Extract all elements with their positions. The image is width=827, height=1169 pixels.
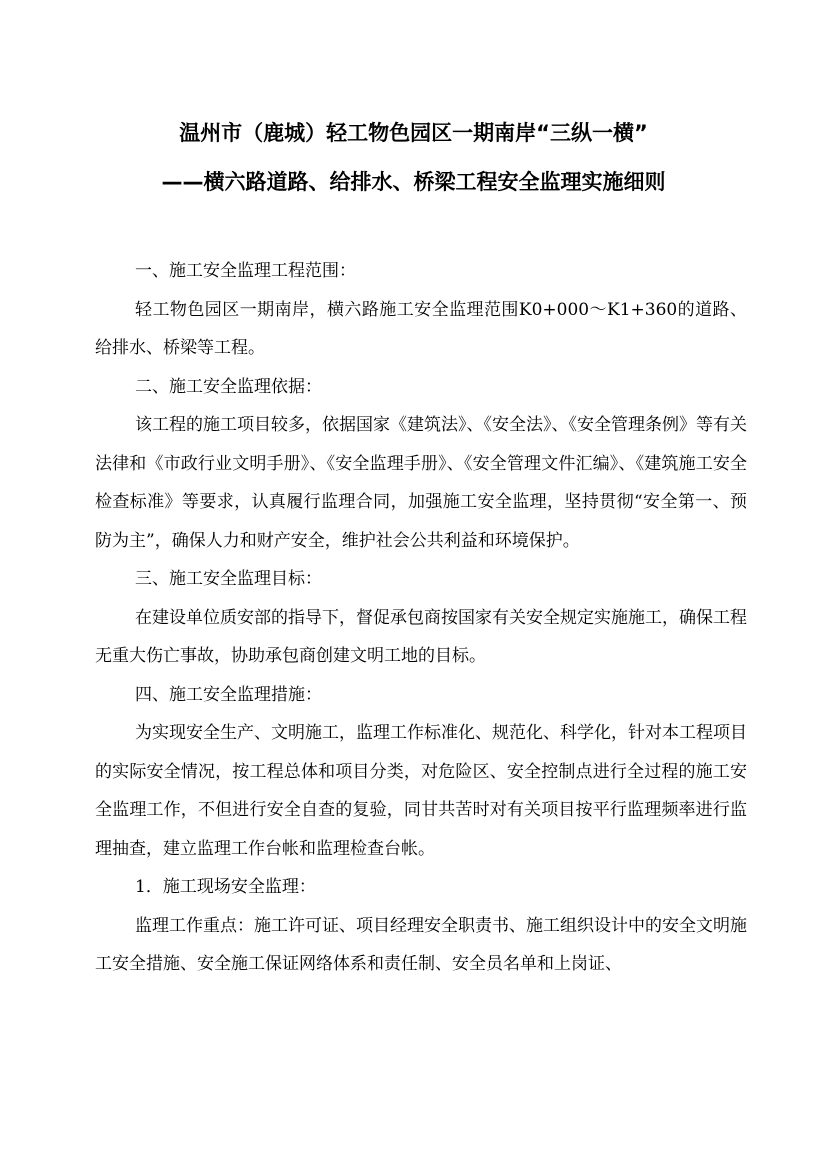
- document-body: [95, 252, 747, 984]
- paragraph-goal: 在建设单位质安部的指导下，督促承包商按国家有关安全规定实施施工，确保工程无重大伤亡事故，协助承包商创建文明工地的目标。: [95, 607, 747, 666]
- paragraph-basis: 该工程的施工项目较多，依据国家《建筑法》、《安全法》、《安全管理条例》等有关法律和《市政行业文明手册》、《安全监理手册》、《安全管理文件汇编》、《建筑施工安全检查标准》等要求，认真履行监理合同，加强施工安全监理，坚持贯彻“安全第一、预防为主”，确保人力和财产安全，维护社会公共利益和环境保护。: [95, 415, 747, 551]
- document-title-line1: 温州市（鹿城）轻工物色园区一期南岸“三纵一横”: [179, 121, 648, 145]
- paragraph-measures: 为实现安全生产、文明施工，监理工作标准化、规范化、科学化，针对本工程项目的实际安全情况，按工程总体和项目分类，对危险区、安全控制点进行全过程的施工安全监理工作，不但进行安全自查的复验，同甘共苦时对有关项目按平行监理频率进行监理抽查，建立监理工作台帐和监理检查台帐。: [95, 723, 747, 859]
- section-heading-goal: 三、施工安全监理目标：: [135, 569, 322, 589]
- paragraph-site: 监理工作重点：施工许可证、项目经理安全职责书、施工组织设计中的安全文明施工安全措施、安全施工保证网络体系和责任制、安全员名单和上岗证、: [95, 915, 747, 974]
- section-heading-basis: 二、施工安全监理依据：: [135, 376, 322, 397]
- paragraph-scope: 轻工物色园区一期南岸，横六路施工安全监理范围K0+000～K1+360的道路、给排水、桥梁等工程。: [95, 299, 747, 358]
- document-title-line2: ——横六路道路、给排水、桥梁工程安全监理实施细则: [161, 170, 666, 194]
- section-heading-scope: 一、施工安全监理工程范围：: [135, 261, 356, 281]
- subsection-heading-site: 1．施工现场安全监理：: [135, 877, 316, 897]
- section-heading-measures: 四、施工安全监理措施：: [135, 684, 322, 705]
